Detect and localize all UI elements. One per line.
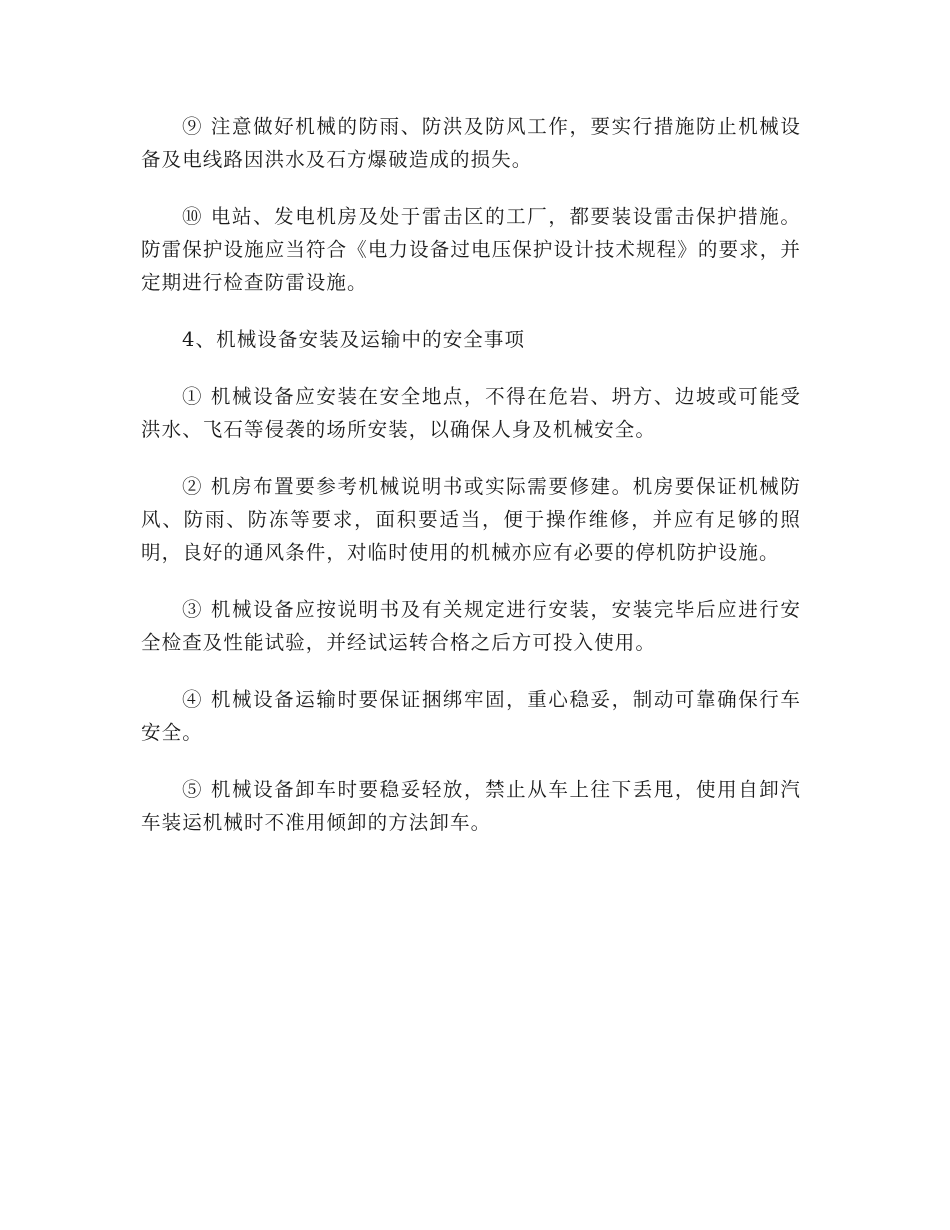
section-heading-4: 4、机械设备安装及运输中的安全事项 — [182, 328, 526, 351]
paragraph-item-10: ⑩ 电站、发电机房及处于雷击区的工厂，都要装设雷击保护措施。防雷保护设施应当符合《电力设备过电压保护设计技术规程》的要求，并定期进行检查防雷设施。 — [141, 205, 801, 294]
paragraph-item-9: ⑨ 注意做好机械的防雨、防洪及防风工作，要实行措施防止机械设备及电线路因洪水及石方爆破造成的损失。 — [141, 115, 801, 171]
paragraph-item-3: ③ 机械设备应按说明书及有关规定进行安装，安装完毕后应进行安全检查及性能试验，并经试运转合格之后方可投入使用。 — [141, 598, 801, 654]
paragraph-item-4: ④ 机械设备运输时要保证捆绑牢固，重心稳妥，制动可靠确保行车安全。 — [141, 688, 801, 744]
document-body — [141, 110, 801, 863]
paragraph-item-5: ⑤ 机械设备卸车时要稳妥轻放，禁止从车上往下丢甩，使用自卸汽车装运机械时不准用倾卸的方法卸车。 — [141, 778, 801, 834]
paragraph-item-1: ① 机械设备应安装在安全地点，不得在危岩、坍方、边坡或可能受洪水、飞石等侵袭的场所安装，以确保人身及机械安全。 — [141, 385, 801, 441]
paragraph-item-2: ② 机房布置要参考机械说明书或实际需要修建。机房要保证机械防风、防雨、防冻等要求，面积要适当，便于操作维修，并应有足够的照明，良好的通风条件，对临时使用的机械亦应有必要的停机防护设施。 — [141, 475, 801, 564]
